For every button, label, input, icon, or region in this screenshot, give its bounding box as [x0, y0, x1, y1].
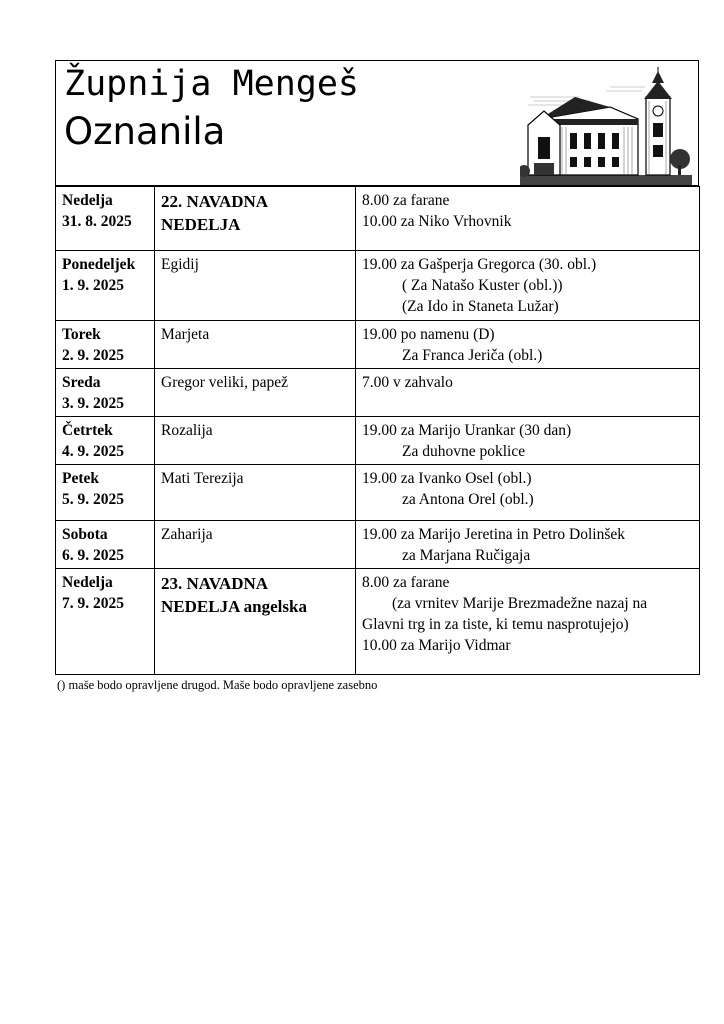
- day-date: 4. 9. 2025: [62, 443, 124, 460]
- mass-cell: [356, 321, 700, 369]
- mass-line: 19.00 za Marijo Jeretina in Petro Dolinšek: [362, 526, 626, 543]
- mass-line: 10.00 za Niko Vrhovnik: [362, 213, 512, 230]
- mass-cell: [356, 369, 700, 417]
- table-row: [56, 187, 700, 251]
- mass-cell: [356, 251, 700, 321]
- day-cell: [56, 187, 155, 251]
- footnote: () maše bodo opravljene drugod. Maše bodo opravljene zasebno: [57, 678, 378, 692]
- day-date: 7. 9. 2025: [62, 595, 124, 612]
- day-date: 1. 9. 2025: [62, 277, 124, 294]
- mass-line: 10.00 za Marijo Vidmar: [362, 637, 511, 654]
- day-date: 3. 9. 2025: [62, 395, 124, 412]
- mass-line: 7.00 v zahvalo: [362, 374, 453, 391]
- mass-cell: [356, 569, 700, 675]
- day-name: Torek: [62, 326, 101, 343]
- mass-line: Za Franca Jeriča (obl.): [402, 347, 543, 364]
- day-date: 31. 8. 2025: [62, 213, 132, 230]
- day-date: 5. 9. 2025: [62, 491, 124, 508]
- mass-line: (za vrnitev Marije Brezmadežne nazaj na Glavni trg in za tiste, ki temu nasprotujejo): [362, 595, 648, 633]
- church-illustration: [520, 67, 692, 185]
- announcement-sheet: [55, 60, 699, 693]
- day-cell: [56, 369, 155, 417]
- mass-line: (Za Ido in Staneta Lužar): [402, 298, 559, 315]
- day-cell: [56, 465, 155, 521]
- day-cell: [56, 569, 155, 675]
- table-row: [56, 465, 700, 521]
- table-row: [56, 369, 700, 417]
- day-name: Četrtek: [62, 422, 113, 439]
- day-name: Ponedeljek: [62, 256, 136, 273]
- table-row: [56, 321, 700, 369]
- table-row: [56, 521, 700, 569]
- header-box: [55, 60, 699, 186]
- mass-line: za Marjana Ručigaja: [402, 547, 531, 564]
- day-name: Sobota: [62, 526, 108, 543]
- mass-cell: [356, 521, 700, 569]
- mass-line: 19.00 za Gašperja Gregorca (30. obl.): [362, 256, 597, 273]
- table-row: [56, 569, 700, 675]
- saint-cell: Mati Terezija: [155, 465, 356, 521]
- mass-cell: [356, 187, 700, 251]
- day-name: Sreda: [62, 374, 101, 391]
- saint-cell: Zaharija: [155, 521, 356, 569]
- mass-line: 19.00 po namenu (D): [362, 326, 495, 343]
- day-date: 2. 9. 2025: [62, 347, 124, 364]
- parish-title: Župnija Mengeš: [64, 64, 360, 104]
- day-cell: [56, 521, 155, 569]
- mass-cell: [356, 465, 700, 521]
- mass-line: za Antona Orel (obl.): [402, 491, 534, 508]
- saint-cell: Rozalija: [155, 417, 356, 465]
- page-title: Oznanila: [64, 110, 226, 153]
- day-name: Nedelja: [62, 192, 113, 209]
- table-row: [56, 251, 700, 321]
- mass-cell: [356, 417, 700, 465]
- mass-line: 8.00 za farane: [362, 574, 450, 591]
- saint-cell: Egidij: [155, 251, 356, 321]
- saint-cell: 23. NAVADNA NEDELJA angelska: [155, 569, 356, 675]
- saint-cell: 22. NAVADNA NEDELJA: [155, 187, 356, 251]
- table-row: [56, 417, 700, 465]
- mass-line: Za duhovne poklice: [402, 443, 526, 460]
- schedule-table: [55, 186, 700, 675]
- day-name: Petek: [62, 470, 100, 487]
- saint-cell: Marjeta: [155, 321, 356, 369]
- day-name: Nedelja: [62, 574, 113, 591]
- day-cell: [56, 321, 155, 369]
- day-cell: [56, 417, 155, 465]
- day-date: 6. 9. 2025: [62, 547, 124, 564]
- day-cell: [56, 251, 155, 321]
- mass-line: ( Za Natašo Kuster (obl.)): [402, 277, 563, 294]
- mass-line: 19.00 za Ivanko Osel (obl.): [362, 470, 532, 487]
- mass-line: 19.00 za Marijo Urankar (30 dan): [362, 422, 572, 439]
- saint-cell: Gregor veliki, papež: [155, 369, 356, 417]
- mass-line: 8.00 za farane: [362, 192, 450, 209]
